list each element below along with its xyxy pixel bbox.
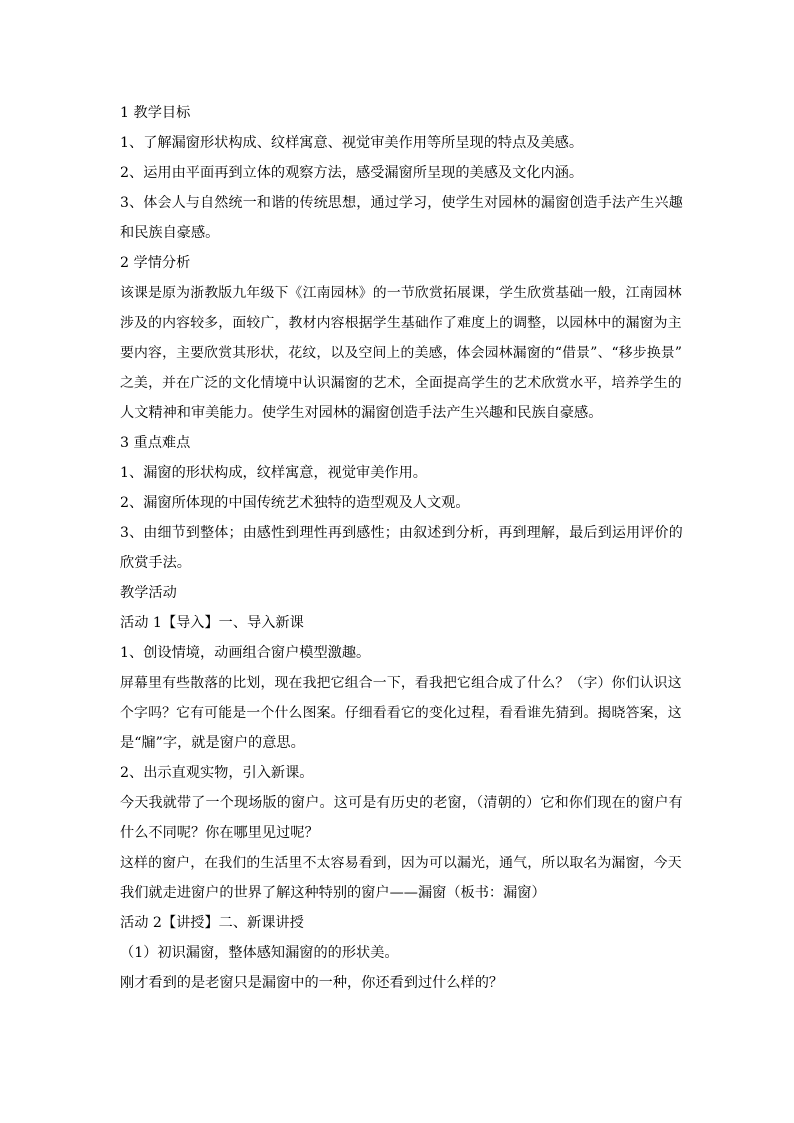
activity-2-heading: 活动 2【讲授】二、新课讲授 — [120, 915, 304, 931]
analysis-paragraph-line: 之美，并在广泛的文化情境中认识漏窗的艺术，全面提高学生的艺术欣赏水平，培养学生的 — [120, 375, 682, 391]
activity-1-step-1: 1、创设情境，动画组合窗户模型激趣。 — [120, 645, 371, 661]
goal-item-2: 2、运用由平面再到立体的观察方法，感受漏窗所呈现的美感及文化内涵。 — [120, 165, 584, 181]
goal-item-3-cont: 和民族自豪感。 — [120, 225, 220, 241]
activity-1-paragraph-line: 屏幕里有些散落的比划，现在我把它组合一下，看我把它组合成了什么？（字）你们认识这 — [120, 675, 682, 691]
analysis-paragraph-line: 该课是原为浙教版九年级下《江南园林》的一节欣赏拓展课，学生欣赏基础一般，江南园林 — [120, 285, 682, 301]
section-heading-goals: 1 教学目标 — [120, 105, 191, 121]
goal-item-1: 1、了解漏窗形状构成、纹样寓意、视觉审美作用等所呈现的特点及美感。 — [120, 135, 584, 151]
activity-2-step-1: （1）初识漏窗，整体感知漏窗的的形状美。 — [120, 945, 399, 961]
key-point-item-1: 1、漏窗的形状构成，纹样寓意，视觉审美作用。 — [120, 465, 427, 481]
document-body — [120, 98, 683, 998]
key-point-item-3-cont: 欣赏手法。 — [120, 555, 191, 571]
analysis-paragraph-line: 涉及的内容较多，面较广，教材内容根据学生基础作了难度上的调整，以园林中的漏窗为主 — [120, 315, 682, 331]
activity-2-paragraph-line: 刚才看到的是老窗只是漏窗中的一种，你还看到过什么样的？ — [120, 975, 504, 991]
goal-item-3: 3、体会人与自然统一和谐的传统思想，通过学习，使学生对园林的漏窗创造手法产生兴趣 — [120, 195, 683, 211]
activity-1-paragraph-line: 什么不同呢？你在哪里见过呢？ — [120, 825, 319, 841]
key-point-item-2: 2、漏窗所体现的中国传统艺术独特的造型观及人文观。 — [120, 495, 470, 511]
analysis-paragraph-line: 要内容，主要欣赏其形状，花纹，以及空间上的美感，体会园林漏窗的“借景”、“移步换景” — [120, 345, 683, 361]
activity-1-paragraph-line: 今天我就带了一个现场版的窗户。这可是有历史的老窗，（清朝的）它和你们现在的窗户有 — [120, 795, 683, 811]
section-heading-key-points: 3 重点难点 — [120, 435, 191, 451]
key-point-item-3: 3、由细节到整体；由感性到理性再到感性；由叙述到分析，再到理解，最后到运用评价的 — [120, 525, 683, 541]
activity-1-heading: 活动 1【导入】一、导入新课 — [120, 615, 304, 631]
section-heading-activities: 教学活动 — [120, 585, 177, 601]
activity-1-paragraph-line: 我们就走进窗户的世界了解这种特别的窗户——漏窗（板书：漏窗） — [120, 885, 546, 901]
analysis-paragraph-line: 人文精神和审美能力。使学生对园林的漏窗创造手法产生兴趣和民族自豪感。 — [120, 405, 603, 421]
activity-1-paragraph-line: 个字吗？它有可能是一个什么图案。仔细看看它的变化过程，看看谁先猜到。揭晓答案，这 — [120, 705, 682, 721]
activity-1-paragraph-line: 这样的窗户，在我们的生活里不太容易看到，因为可以漏光，通气，所以取名为漏窗，今天 — [120, 855, 682, 871]
activity-1-paragraph-line: 是“牖”字，就是窗户的意思。 — [120, 735, 305, 751]
section-heading-analysis: 2 学情分析 — [120, 255, 191, 271]
activity-1-step-2: 2、出示直观实物，引入新课。 — [120, 765, 314, 781]
